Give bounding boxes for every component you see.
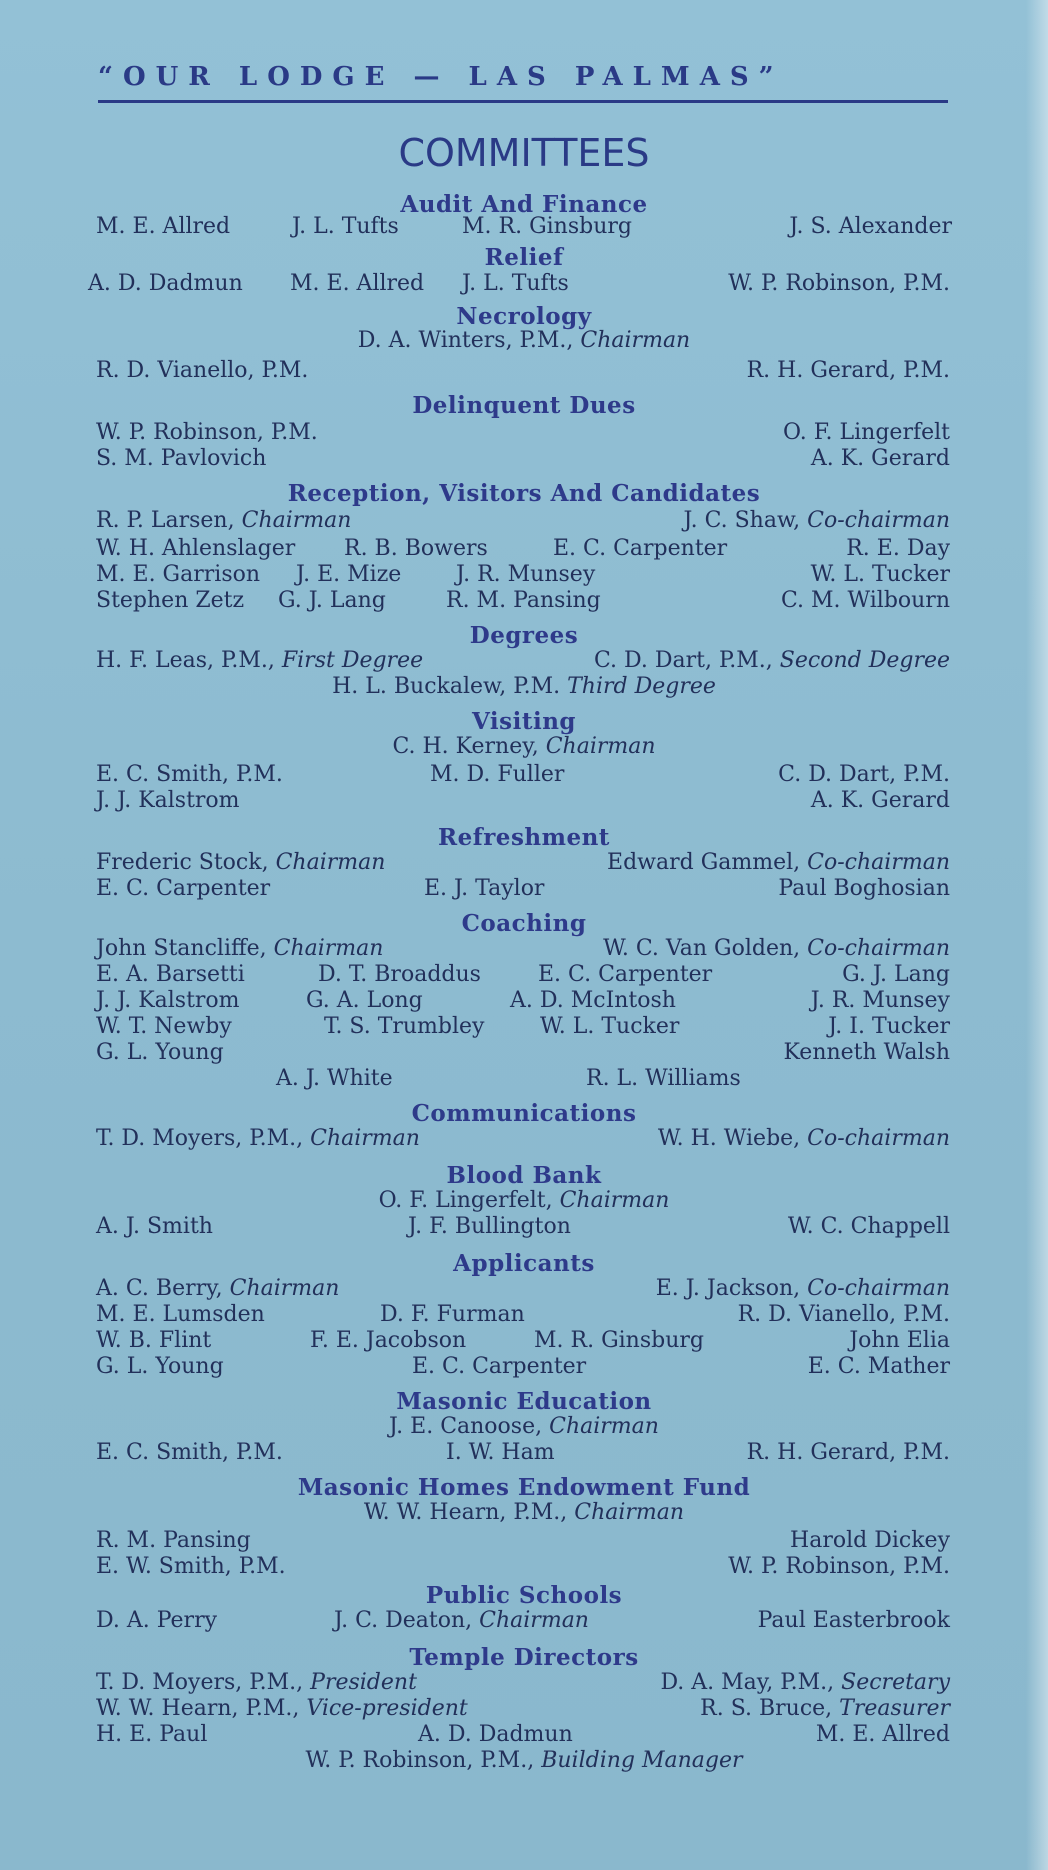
reception-cochair xyxy=(683,508,950,533)
member-name: F. E. Jacobson xyxy=(310,1328,467,1353)
chair-name: John Stancliffe, xyxy=(96,936,267,961)
chair-role: Chairman xyxy=(273,936,384,961)
member-name: E. W. Smith, P.M. xyxy=(96,1554,286,1579)
member-name: M. E. Allred xyxy=(815,1722,950,1747)
section-delinquent-heading: Delinquent Dues xyxy=(412,392,636,419)
member-name: R. H. Gerard, P.M. xyxy=(746,358,950,383)
section-audit-heading: Audit And Finance xyxy=(400,191,648,218)
member-name: W. B. Flint xyxy=(96,1328,212,1353)
member-name: Kenneth Walsh xyxy=(783,1040,950,1065)
member-name: John Elia xyxy=(849,1328,950,1353)
member-name: R. H. Gerard, P.M. xyxy=(746,1440,950,1465)
member-name: E. C. Carpenter xyxy=(96,876,271,901)
member-name: D. T. Broaddus xyxy=(318,962,481,987)
member-name: C. D. Dart, P.M. xyxy=(778,762,950,787)
section-coaching-heading: Coaching xyxy=(461,910,587,937)
member-name: J. L. Tufts xyxy=(292,214,399,239)
visiting-chair xyxy=(0,734,1048,759)
member-name: O. F. Lingerfelt xyxy=(782,420,950,445)
director-name: W. W. Hearn, P.M., xyxy=(96,1696,300,1721)
member-name: M. E. Allred xyxy=(96,214,231,239)
member-name: W. P. Robinson, P.M. xyxy=(96,420,318,445)
member-name: A. J. Smith xyxy=(96,1214,213,1239)
member-name: M. D. Fuller xyxy=(430,762,565,787)
member-name: A. D. Dadmun xyxy=(418,1722,573,1747)
member-name: W. P. Robinson, P.M. xyxy=(728,271,950,296)
temple-building-manager xyxy=(0,1748,1048,1773)
member-name: W. T. Newby xyxy=(96,1014,232,1039)
reception-chair xyxy=(96,508,351,533)
director-role: Treasurer xyxy=(839,1696,950,1721)
chair-name: T. D. Moyers, P.M., xyxy=(96,1126,304,1151)
member-name: W. H. Ahlenslager xyxy=(96,536,296,561)
degree-first xyxy=(96,648,423,673)
member-name: J. E. Mize xyxy=(296,562,402,587)
director-name: R. S. Bruce, xyxy=(700,1696,833,1721)
member-name: D. F. Furman xyxy=(380,1302,525,1327)
member-name: D. A. Perry xyxy=(96,1608,218,1633)
section-necrology-heading: Necrology xyxy=(456,303,592,330)
member-name: E. C. Smith, P.M. xyxy=(96,762,283,787)
member-name: R. B. Bowers xyxy=(344,536,488,561)
degree-name: H. L. Buckalew, P.M. xyxy=(332,674,561,699)
member-name: W. P. Robinson, P.M. xyxy=(728,1554,950,1579)
member-name: E. C. Carpenter xyxy=(412,1354,587,1379)
member-name: E. C. Carpenter xyxy=(553,536,728,561)
section-degrees-heading: Degrees xyxy=(469,622,579,649)
member-name: R. D. Vianello, P.M. xyxy=(96,358,309,383)
member-name: A. K. Gerard xyxy=(810,446,950,471)
page-title: COMMITTEES xyxy=(398,131,650,175)
temple-secretary xyxy=(660,1670,950,1695)
chair-role: Chairman xyxy=(559,1188,670,1213)
member-name: E. J. Taylor xyxy=(424,876,545,901)
member-name: W. C. Chappell xyxy=(787,1214,950,1239)
section-reception-heading: Reception, Visitors And Candidates xyxy=(287,480,761,507)
member-name: M. R. Ginsburg xyxy=(534,1328,704,1353)
member-name: E. C. Mather xyxy=(807,1354,950,1379)
member-name: J. J. Kalstrom xyxy=(96,788,240,813)
header-rule xyxy=(98,100,948,103)
section-visiting-heading: Visiting xyxy=(471,708,577,735)
degree-third xyxy=(0,674,1048,699)
degree-role: Second Degree xyxy=(779,648,950,673)
member-name: J. L. Tufts xyxy=(462,271,569,296)
chair-role: Chairman xyxy=(580,328,691,353)
member-name: J. R. Munsey xyxy=(810,988,950,1013)
chair-role: Chairman xyxy=(545,734,656,759)
chair-role: Chairman xyxy=(229,1276,340,1301)
chair-role: Chairman xyxy=(275,850,386,875)
member-name: C. M. Wilbourn xyxy=(780,588,950,613)
chair-name: O. F. Lingerfelt, xyxy=(378,1188,553,1213)
degree-name: H. F. Leas, P.M., xyxy=(96,648,275,673)
coaching-chair xyxy=(96,936,383,961)
cochair-role: Co-chairman xyxy=(807,508,950,533)
chair-name: Frederic Stock, xyxy=(96,850,269,875)
director-role: Secretary xyxy=(841,1670,950,1695)
member-name: G. L. Young xyxy=(96,1040,224,1065)
member-name: J. F. Bullington xyxy=(408,1214,571,1239)
cochair-name: E. J. Jackson, xyxy=(655,1276,801,1301)
section-masonic-homes-heading: Masonic Homes Endowment Fund xyxy=(297,1474,751,1501)
member-name: E. C. Carpenter xyxy=(538,962,713,987)
section-applicants-heading: Applicants xyxy=(453,1250,595,1277)
member-name: R. L. Williams xyxy=(586,1066,741,1091)
member-name: Paul Easterbrook xyxy=(757,1608,950,1633)
member-name: M. E. Garrison xyxy=(96,562,261,587)
member-name: G. J. Lang xyxy=(278,588,386,613)
section-temple-directors-heading: Temple Directors xyxy=(409,1644,639,1671)
chair-role: Chairman xyxy=(479,1608,589,1633)
chair-name: R. P. Larsen, xyxy=(96,508,235,533)
chair-role: Chairman xyxy=(241,508,352,533)
cochair-role: Co-chairman xyxy=(807,1276,950,1301)
member-name: G. L. Young xyxy=(96,1354,224,1379)
chair-name: W. W. Hearn, P.M., xyxy=(363,1500,568,1525)
member-name: E. C. Smith, P.M. xyxy=(96,1440,283,1465)
refreshment-cochair xyxy=(607,850,950,875)
member-name: H. E. Paul xyxy=(96,1722,208,1747)
member-name: Stephen Zetz xyxy=(96,588,245,613)
communications-chair xyxy=(96,1126,420,1151)
member-name: W. L. Tucker xyxy=(540,1014,680,1039)
page-header: “OUR LODGE — LAS PALMAS” xyxy=(98,62,784,92)
degree-name: C. D. Dart, P.M., xyxy=(593,648,773,673)
member-name: A. K. Gerard xyxy=(810,788,950,813)
chair-name: C. H. Kerney, xyxy=(392,734,539,759)
chair-name: D. A. Winters, P.M., xyxy=(357,328,574,353)
member-name: R. M. Pansing xyxy=(96,1528,251,1553)
member-name: G. A. Long xyxy=(306,988,423,1013)
member-name: S. M. Pavlovich xyxy=(96,446,267,471)
cochair-name: W. C. Van Golden, xyxy=(603,936,801,961)
masonic-homes-chair xyxy=(0,1500,1048,1525)
section-masonic-education-heading: Masonic Education xyxy=(396,1388,652,1415)
communications-cochair xyxy=(658,1126,950,1151)
member-name: I. W. Ham xyxy=(446,1440,555,1465)
cochair-role: Co-chairman xyxy=(807,850,950,875)
section-communications-heading: Communications xyxy=(411,1100,637,1127)
member-name: J. J. Kalstrom xyxy=(96,988,240,1013)
director-role: Vice-president xyxy=(306,1696,468,1721)
chair-name: J. E. Canoose, xyxy=(389,1414,543,1439)
director-name: D. A. May, P.M., xyxy=(660,1670,835,1695)
section-refreshment-heading: Refreshment xyxy=(438,824,610,851)
cochair-role: Co-chairman xyxy=(807,936,950,961)
cochair-role: Co-chairman xyxy=(807,1126,950,1151)
section-public-schools-heading: Public Schools xyxy=(425,1582,623,1609)
degree-role: First Degree xyxy=(281,648,424,673)
applicants-chair xyxy=(96,1276,339,1301)
member-name: J. S. Alexander xyxy=(789,214,952,239)
member-name: M. E. Lumsden xyxy=(96,1302,265,1327)
cochair-name: Edward Gammel, xyxy=(607,850,801,875)
degree-role: Third Degree xyxy=(567,674,716,699)
director-role: President xyxy=(310,1670,417,1695)
director-name: T. D. Moyers, P.M., xyxy=(96,1670,304,1695)
degree-second xyxy=(594,648,950,673)
director-name: W. P. Robinson, P.M., xyxy=(305,1748,535,1773)
member-name: Paul Boghosian xyxy=(778,876,950,901)
temple-vice-president xyxy=(96,1696,468,1721)
member-name: J. R. Munsey xyxy=(456,562,596,587)
public-schools-chair xyxy=(334,1608,589,1633)
member-name: R. E. Day xyxy=(846,536,950,561)
member-name: R. D. Vianello, P.M. xyxy=(737,1302,950,1327)
cochair-name: J. C. Shaw, xyxy=(683,508,801,533)
blood-bank-chair xyxy=(0,1188,1048,1213)
member-name: T. S. Trumbley xyxy=(324,1014,485,1039)
member-name: A. J. White xyxy=(276,1066,393,1091)
section-blood-bank-heading: Blood Bank xyxy=(446,1162,602,1189)
member-name: Harold Dickey xyxy=(790,1528,950,1553)
director-role: Building Manager xyxy=(541,1748,743,1773)
member-name: W. L. Tucker xyxy=(810,562,950,587)
refreshment-chair xyxy=(96,850,385,875)
chair-name: J. C. Deaton, xyxy=(334,1608,473,1633)
member-name: M. R. Ginsburg xyxy=(462,214,632,239)
necrology-chair xyxy=(0,328,1048,353)
member-name: M. E. Allred xyxy=(290,271,425,296)
chair-role: Chairman xyxy=(310,1126,420,1151)
member-name: E. A. Barsetti xyxy=(96,962,245,987)
chair-role: Chairman xyxy=(549,1414,659,1439)
member-name: R. M. Pansing xyxy=(446,588,601,613)
section-relief-heading: Relief xyxy=(484,244,564,271)
temple-president xyxy=(96,1670,417,1695)
applicants-cochair xyxy=(656,1276,950,1301)
temple-treasurer xyxy=(700,1696,950,1721)
cochair-name: W. H. Wiebe, xyxy=(657,1126,801,1151)
chair-role: Chairman xyxy=(574,1500,685,1525)
member-name: A. D. McIntosh xyxy=(510,988,676,1013)
member-name: A. D. Dadmun xyxy=(88,271,243,296)
chair-name: A. C. Berry, xyxy=(96,1276,223,1301)
member-name: G. J. Lang xyxy=(842,962,950,987)
coaching-cochair xyxy=(603,936,950,961)
masonic-education-chair xyxy=(0,1414,1048,1439)
member-name: J. I. Tucker xyxy=(828,1014,950,1039)
